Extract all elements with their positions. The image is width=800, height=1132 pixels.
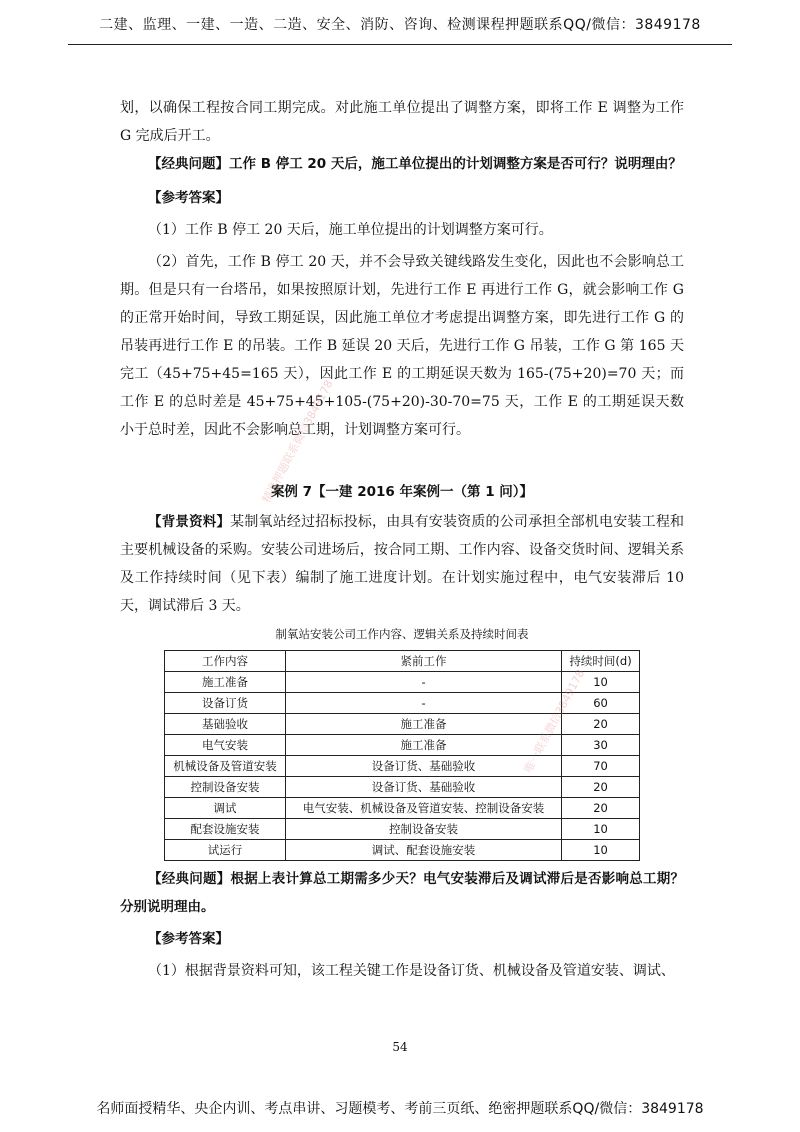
table-cell: 20 [562, 714, 640, 735]
table-cell: 控制设备安装 [165, 777, 286, 798]
table-cell: 70 [562, 756, 640, 777]
header-divider [68, 44, 732, 45]
table-cell: 调试 [165, 798, 286, 819]
watermark-2: 唯一联系微信3849178 [521, 667, 588, 776]
case7-background-label: 【背景资料】 [148, 514, 231, 530]
table-cell: 电气安装 [165, 735, 286, 756]
table-cell: 施工准备 [285, 735, 561, 756]
table-cell: 机械设备及管道安装 [165, 756, 286, 777]
table-row [165, 756, 640, 777]
table-row [165, 819, 640, 840]
table-cell: 20 [562, 777, 640, 798]
table-caption: 制氧站安装公司工作内容、逻辑关系及持续时间表 [275, 627, 529, 641]
intro-paragraph: 划，以确保工程按合同工期完成。对此施工单位提出了调整方案，即将工作 E 调整为工作 G 完成后开工。 [120, 100, 684, 144]
case7-answer-label: 【参考答案】 [148, 931, 229, 947]
table-cell: - [285, 672, 561, 693]
q1-answer-label: 【参考答案】 [148, 190, 229, 206]
table-header-cell: 紧前工作 [285, 651, 561, 672]
document-body [120, 94, 684, 985]
page-footer: 名师面授精华、央企内训、考点串讲、习题模考、考前三页纸、绝密押题联系QQ/微信：3849178 [96, 1101, 704, 1117]
page-number: 54 [392, 1040, 408, 1054]
table-cell: 10 [562, 840, 640, 861]
case7-background [120, 508, 684, 620]
table-cell: 电气安装、机械设备及管道安装、控制设备安装 [285, 798, 561, 819]
q1-answer-2: （2）首先，工作 B 停工 20 天，并不会导致关键线路发生变化，因此也不会影响总工期。但是只有一台塔吊，如果按照原计划，先进行工作 E 再进行工作 G，就会影响工作 G 的正常开始时间，导致工期延误，因此施工单位才考虑提出调整方案，即先进行工作 G 的吊装再进行工作 E 的吊装。工作 B 延误 20 天后，先进行工作 G 吊装，工作 G 第 165 天完工（45+75+45=165 天），因此工作 E 的工期延误天数为 165-(75+20)=70 天；而工作 E 的总时差是 45+75+45+105-(75+20)-30-70=75 天，工作 E 的工期延误天数小于总时差，因此不会影响总工期，计划调整方案可行。 [120, 254, 684, 438]
table-cell: 试运行 [165, 840, 286, 861]
q1-question: 【经典问题】工作 B 停工 20 天后，施工单位提出的计划调整方案是否可行？说明理由？ [148, 156, 682, 172]
table-header-cell: 持续时间(d) [562, 651, 640, 672]
table-row [165, 840, 640, 861]
table-cell: - [285, 693, 561, 714]
table-cell: 控制设备安装 [285, 819, 561, 840]
watermark-1: 精准押题联系微信3849178 [259, 377, 336, 506]
table-header-row [165, 651, 640, 672]
table-cell: 30 [562, 735, 640, 756]
table-cell: 20 [562, 798, 640, 819]
table-row [165, 714, 640, 735]
table-cell: 60 [562, 693, 640, 714]
table-header-cell: 工作内容 [165, 651, 286, 672]
case7-question: 【经典问题】根据上表计算总工期需多少天？电气安装滞后及调试滞后是否影响总工期？分别说明理由。 [120, 871, 684, 915]
q1-answer-1: （1）工作 B 停工 20 天后，施工单位提出的计划调整方案可行。 [148, 222, 553, 238]
table-cell: 10 [562, 672, 640, 693]
table-cell: 调试、配套设施安装 [285, 840, 561, 861]
table-cell: 配套设施安装 [165, 819, 286, 840]
table-cell: 施工准备 [285, 714, 561, 735]
page-header: 二建、监理、一建、一造、二造、安全、消防、咨询、检测课程押题联系QQ/微信：3849178 [99, 17, 701, 33]
table-cell: 设备订货、基础验收 [285, 777, 561, 798]
table-cell: 施工准备 [165, 672, 286, 693]
table-row [165, 798, 640, 819]
table-cell: 基础验收 [165, 714, 286, 735]
table-cell: 10 [562, 819, 640, 840]
case7-title: 案例 7【一建 2016 年案例一（第 1 问）】 [270, 484, 534, 500]
table-row [165, 735, 640, 756]
case7-answer-1: （1）根据背景资料可知，该工程关键工作是设备订货、机械设备及管道安装、调试、 [148, 963, 675, 979]
table-cell: 设备订货 [165, 693, 286, 714]
table-cell: 设备订货、基础验收 [285, 756, 561, 777]
case7-background-text: 某制氧站经过招标投标，由具有安装资质的公司承担全部机电安装工程和主要机械设备的采购。安装公司进场后，按合同工期、工作内容、设备交货时间、逻辑关系及工作持续时间（见下表）编制了施工进度计划。在计划实施过程中，电气安装滞后 10 天，调试滞后 3 天。 [120, 514, 685, 614]
table-row [165, 777, 640, 798]
